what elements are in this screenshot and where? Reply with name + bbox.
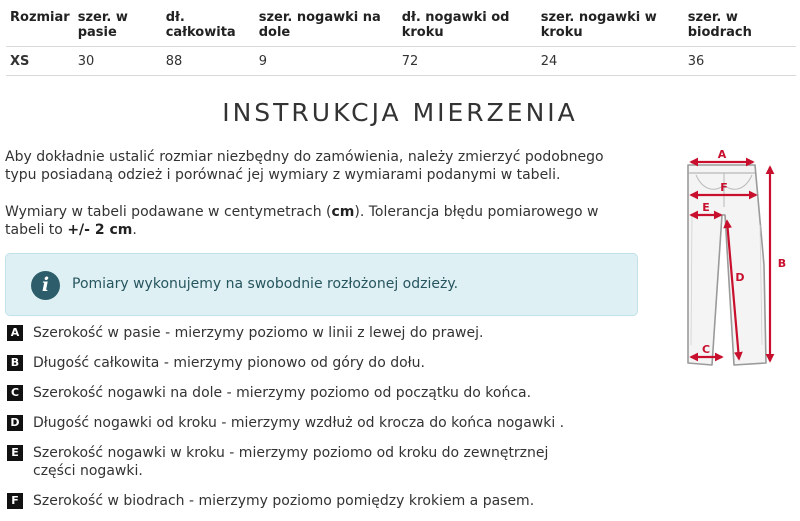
table-row (6, 47, 796, 76)
legend-item-a (5, 324, 605, 342)
legend-item-b (5, 354, 605, 372)
label-e: E (702, 201, 710, 214)
unit-label: cm (331, 204, 355, 220)
label-a: A (717, 148, 727, 161)
header-cell: szer. nogawki na dole (258, 10, 381, 40)
header-cell: szer. nogawki w kroku (540, 10, 657, 40)
table-cell: 24 (537, 47, 684, 76)
letter-badge: C (7, 385, 23, 401)
legend-text: Szerokość w pasie - mierzymy poziomo w linii z lewej do prawej. (33, 325, 484, 341)
measurement-legend (5, 324, 605, 510)
label-f: F (720, 181, 728, 194)
header-cell: Rozmiar (10, 10, 70, 25)
header-cell: dł. całkowita (165, 10, 236, 40)
intro-paragraph: Aby dokładnie ustalić rozmiar niezbędny do zamówienia, należy zmierzyć podobnego typu posiadaną odzież i porównać jej wymiary z wymiarami podanymi w tabeli. (5, 149, 604, 183)
letter-badge: F (7, 493, 23, 509)
legend-item-d (5, 414, 605, 432)
header-cell: dł. nogawki od kroku (401, 10, 510, 40)
table-cell: 88 (162, 47, 255, 76)
letter-badge: E (7, 445, 23, 461)
label-d: D (735, 271, 745, 284)
letter-badge: D (7, 415, 23, 431)
legend-text: Długość całkowita - mierzymy pionowo od góry do dołu. (33, 355, 425, 371)
info-box (5, 253, 638, 316)
legend-text: Szerokość nogawki w kroku - mierzymy poziomo od kroku do zewnętrznej części nogawki. (33, 445, 549, 479)
table-cell: 9 (255, 47, 398, 76)
header-cell: szer. w pasie (77, 10, 128, 40)
page-title: INSTRUKCJA MIERZENIA (222, 98, 578, 127)
size-cell: XS (6, 47, 74, 76)
letter-badge: B (7, 355, 23, 371)
trousers-diagram (678, 145, 790, 375)
info-icon: i (31, 271, 60, 300)
size-table-header (6, 8, 796, 47)
label-b: B (777, 257, 787, 270)
info-text: Pomiary wykonujemy na swobodnie rozłożonej odzieży. (72, 276, 459, 292)
table-cell: 30 (74, 47, 162, 76)
units-text: Wymiary w tabeli podawane w centymetrach ( (5, 204, 332, 220)
table-cell: 36 (684, 47, 796, 76)
units-paragraph (5, 203, 615, 239)
tolerance-value: +/- 2 cm (67, 222, 133, 238)
legend-item-f (5, 492, 605, 510)
legend-item-e (5, 444, 565, 480)
legend-item-c (5, 384, 605, 402)
units-text: ). Tolerancja błędu pomiarowego w tabeli to (5, 204, 599, 238)
legend-text: Długość nogawki od kroku - mierzymy wzdłuż od krocza do końca nogawki . (33, 415, 565, 431)
letter-badge: A (7, 325, 23, 341)
units-text: . (132, 222, 137, 238)
label-c: C (701, 343, 711, 356)
table-cell: 72 (398, 47, 537, 76)
legend-text: Szerokość w biodrach - mierzymy poziomo pomiędzy krokiem a pasem. (33, 493, 535, 509)
size-table (6, 8, 796, 76)
header-cell: szer. w biodrach (687, 10, 752, 40)
legend-text: Szerokość nogawki na dole - mierzymy poziomo od początku do końca. (33, 385, 532, 401)
